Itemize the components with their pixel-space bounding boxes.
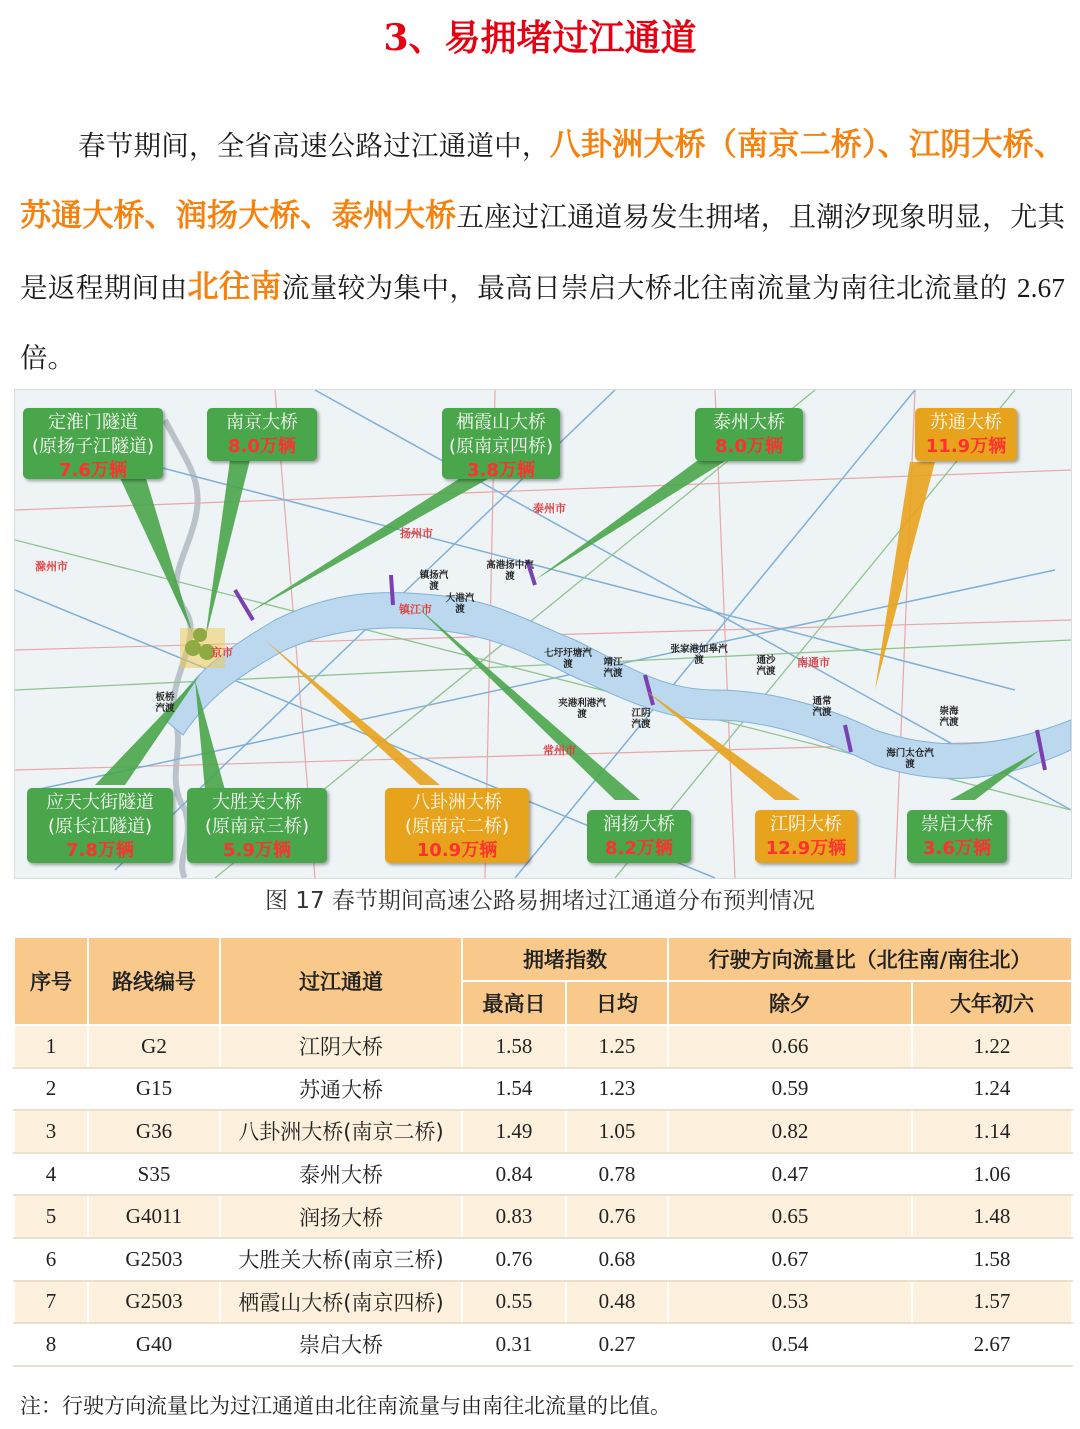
- table-row: [14, 1238, 1072, 1281]
- card-value: 11.9万辆: [925, 436, 1007, 457]
- bridge-card-chongqi[interactable]: [907, 810, 1007, 863]
- para-text-4: 倍。: [20, 342, 75, 374]
- cell-route: S35: [88, 1153, 220, 1196]
- card-name: 定淮门隧道: [48, 412, 138, 433]
- cell-eve: 0.53: [668, 1281, 912, 1324]
- table-row: [14, 1068, 1072, 1111]
- cell-daily-avg: 0.78: [566, 1153, 668, 1196]
- figure-caption: 图 17 春节期间高速公路易拥堵过江通道分布预判情况: [265, 888, 815, 914]
- table-row: [14, 1195, 1072, 1238]
- bridge-card-baguazhou[interactable]: [385, 788, 529, 863]
- city-label: 扬州市: [400, 527, 433, 540]
- ferry-label: 板桥汽渡: [155, 692, 175, 714]
- cell-channel: 润扬大桥: [220, 1195, 462, 1238]
- card-sub: (原长江隧道): [47, 816, 153, 837]
- cell-seq: 8: [14, 1323, 88, 1366]
- card-name: 栖霞山大桥: [456, 412, 546, 433]
- card-value: 3.6万辆: [923, 838, 991, 859]
- cell-seq: 6: [14, 1238, 88, 1281]
- section-title: 3、易拥堵过江通道: [383, 17, 697, 59]
- cell-seq: 1: [14, 1025, 88, 1068]
- cell-route: G36: [88, 1110, 220, 1153]
- cell-route: G2: [88, 1025, 220, 1068]
- table-row: [14, 1025, 1072, 1068]
- card-name: 崇启大桥: [921, 814, 993, 835]
- ferry-label: 崇海汽渡: [939, 706, 959, 728]
- card-name: 苏通大桥: [930, 412, 1002, 433]
- table-row: [14, 1323, 1072, 1366]
- header-eve: 除夕: [668, 981, 912, 1025]
- para-text-1: 春节期间，全省高速公路过江通道中，: [78, 130, 550, 162]
- cell-day6: 1.06: [912, 1153, 1072, 1196]
- ferry-label: 高港扬中汽渡: [486, 560, 534, 582]
- cell-route: G2503: [88, 1281, 220, 1324]
- header-channel: 过江通道: [220, 937, 462, 1025]
- cell-channel: 大胜关大桥(南京三桥): [220, 1238, 462, 1281]
- card-value: 8.2万辆: [605, 838, 673, 859]
- cell-daily-avg: 0.48: [566, 1281, 668, 1324]
- card-value: 3.8万辆: [467, 460, 535, 481]
- cell-max-day: 0.76: [462, 1238, 566, 1281]
- ferry-label: 海门太仓汽渡: [886, 748, 934, 770]
- card-name: 八卦洲大桥: [412, 792, 502, 813]
- header-seq: 序号: [14, 937, 88, 1025]
- cell-eve: 0.65: [668, 1195, 912, 1238]
- para-highlight-bridges: 八卦洲大桥（南京二桥）、江阴大桥、苏通大桥、润扬大桥、泰州大桥: [20, 127, 1066, 234]
- bridge-card-jiangyin[interactable]: [755, 810, 857, 863]
- cell-channel: 泰州大桥: [220, 1153, 462, 1196]
- cell-seq: 2: [14, 1068, 88, 1111]
- congestion-table: [13, 936, 1073, 1367]
- card-sub: (原南京四桥): [448, 436, 554, 457]
- city-label: 南通市: [797, 656, 830, 669]
- bridge-card-runyang[interactable]: [587, 810, 691, 863]
- bridge-card-dinghuaimen[interactable]: [23, 408, 163, 479]
- cell-day6: 1.48: [912, 1195, 1072, 1238]
- table-row: [14, 1110, 1072, 1153]
- header-ratio: 行驶方向流量比（北往南/南往北）: [668, 937, 1072, 981]
- cell-route: G40: [88, 1323, 220, 1366]
- cell-max-day: 1.49: [462, 1110, 566, 1153]
- cell-seq: 7: [14, 1281, 88, 1324]
- header-congestion: 拥堵指数: [462, 937, 668, 981]
- para-ratio-number: 2.67: [1016, 272, 1066, 303]
- bridge-card-dashengguan[interactable]: [187, 788, 327, 863]
- cell-day6: 2.67: [912, 1323, 1072, 1366]
- cell-seq: 4: [14, 1153, 88, 1196]
- cell-daily-avg: 1.23: [566, 1068, 668, 1111]
- header-day6: 大年初六: [912, 981, 1072, 1025]
- cell-channel: 江阴大桥: [220, 1025, 462, 1068]
- cell-route: G4011: [88, 1195, 220, 1238]
- city-label: 京市: [211, 646, 233, 659]
- cell-day6: 1.22: [912, 1025, 1072, 1068]
- card-value: 12.9万辆: [765, 838, 847, 859]
- cell-max-day: 1.58: [462, 1025, 566, 1068]
- city-label: 滁州市: [35, 560, 68, 573]
- card-name: 润扬大桥: [603, 814, 675, 835]
- cell-eve: 0.66: [668, 1025, 912, 1068]
- cell-seq: 3: [14, 1110, 88, 1153]
- cell-day6: 1.24: [912, 1068, 1072, 1111]
- cell-eve: 0.59: [668, 1068, 912, 1111]
- ferry-label: 通沙汽渡: [756, 655, 776, 677]
- ferry-label: 大港汽渡: [445, 593, 475, 615]
- card-value: 8.0万辆: [228, 436, 296, 457]
- header-max-day: 最高日: [462, 981, 566, 1025]
- card-name: 应天大街隧道: [46, 792, 154, 813]
- card-sub: (原南京二桥): [404, 816, 510, 837]
- cell-max-day: 0.83: [462, 1195, 566, 1238]
- card-value: 7.8万辆: [66, 840, 134, 861]
- card-sub: (原南京三桥): [204, 816, 310, 837]
- ferry-label: 靖江汽渡: [603, 657, 623, 679]
- cell-route: G15: [88, 1068, 220, 1111]
- cell-channel: 栖霞山大桥(南京四桥): [220, 1281, 462, 1324]
- card-name: 泰州大桥: [713, 412, 785, 433]
- cell-daily-avg: 0.27: [566, 1323, 668, 1366]
- cell-eve: 0.47: [668, 1153, 912, 1196]
- para-text-2: 五座过江通道易发生拥堵，且潮汐现象明显，尤其是返程期间由: [20, 201, 1066, 304]
- card-value: 5.9万辆: [223, 840, 291, 861]
- card-sub: (原扬子江隧道): [31, 436, 155, 457]
- cell-channel: 八卦洲大桥(南京二桥): [220, 1110, 462, 1153]
- cell-max-day: 0.55: [462, 1281, 566, 1324]
- bridge-card-taizhou[interactable]: [695, 408, 803, 461]
- cell-max-day: 0.31: [462, 1323, 566, 1366]
- card-name: 南京大桥: [226, 412, 298, 433]
- para-text-3: 流量较为集中，最高日崇启大桥北往南流量为南往北流量的: [281, 272, 1017, 304]
- cell-daily-avg: 0.76: [566, 1195, 668, 1238]
- header-route: 路线编号: [88, 937, 220, 1025]
- para-highlight-direction: 北往南: [187, 269, 282, 305]
- ferry-label: 江阴汽渡: [631, 708, 651, 730]
- cell-channel: 崇启大桥: [220, 1323, 462, 1366]
- city-label: 镇江市: [399, 603, 432, 616]
- cell-max-day: 0.84: [462, 1153, 566, 1196]
- cell-eve: 0.67: [668, 1238, 912, 1281]
- bridge-card-qixiashan[interactable]: [442, 408, 560, 479]
- card-value: 7.6万辆: [59, 460, 127, 481]
- city-label: 常州市: [543, 744, 576, 757]
- cell-channel: 苏通大桥: [220, 1068, 462, 1111]
- table-note: 注：行驶方向流量比为过江通道由北往南流量与由南往北流量的比值。: [20, 1394, 671, 1418]
- bridge-card-yingtian[interactable]: [27, 788, 173, 863]
- ferry-label: 夹港利港汽渡: [558, 698, 606, 720]
- card-name: 大胜关大桥: [212, 792, 302, 813]
- cell-eve: 0.82: [668, 1110, 912, 1153]
- card-value: 10.9万辆: [416, 840, 498, 861]
- table-row: [14, 1281, 1072, 1324]
- cell-route: G2503: [88, 1238, 220, 1281]
- cell-eve: 0.54: [668, 1323, 912, 1366]
- ferry-label: 镇扬汽渡: [419, 570, 449, 592]
- bridge-card-nanjing[interactable]: [207, 408, 317, 461]
- cell-max-day: 1.54: [462, 1068, 566, 1111]
- intro-paragraph: [20, 110, 1065, 393]
- cell-day6: 1.58: [912, 1238, 1072, 1281]
- cell-daily-avg: 1.05: [566, 1110, 668, 1153]
- card-value: 8.0万辆: [715, 436, 783, 457]
- header-daily-avg: 日均: [566, 981, 668, 1025]
- table-row: [14, 1153, 1072, 1196]
- ferry-label: 七圩圩塘汽渡: [544, 648, 592, 670]
- cell-day6: 1.57: [912, 1281, 1072, 1324]
- card-name: 江阴大桥: [770, 814, 842, 835]
- city-label: 泰州市: [533, 502, 566, 515]
- ferry-label: 通常汽渡: [812, 696, 832, 718]
- bridge-map: [14, 389, 1072, 879]
- cell-daily-avg: 1.25: [566, 1025, 668, 1068]
- cell-seq: 5: [14, 1195, 88, 1238]
- cell-daily-avg: 0.68: [566, 1238, 668, 1281]
- ferry-label: 张家港如皋汽渡: [670, 644, 728, 666]
- bridge-card-sutong[interactable]: [915, 408, 1017, 461]
- cell-day6: 1.14: [912, 1110, 1072, 1153]
